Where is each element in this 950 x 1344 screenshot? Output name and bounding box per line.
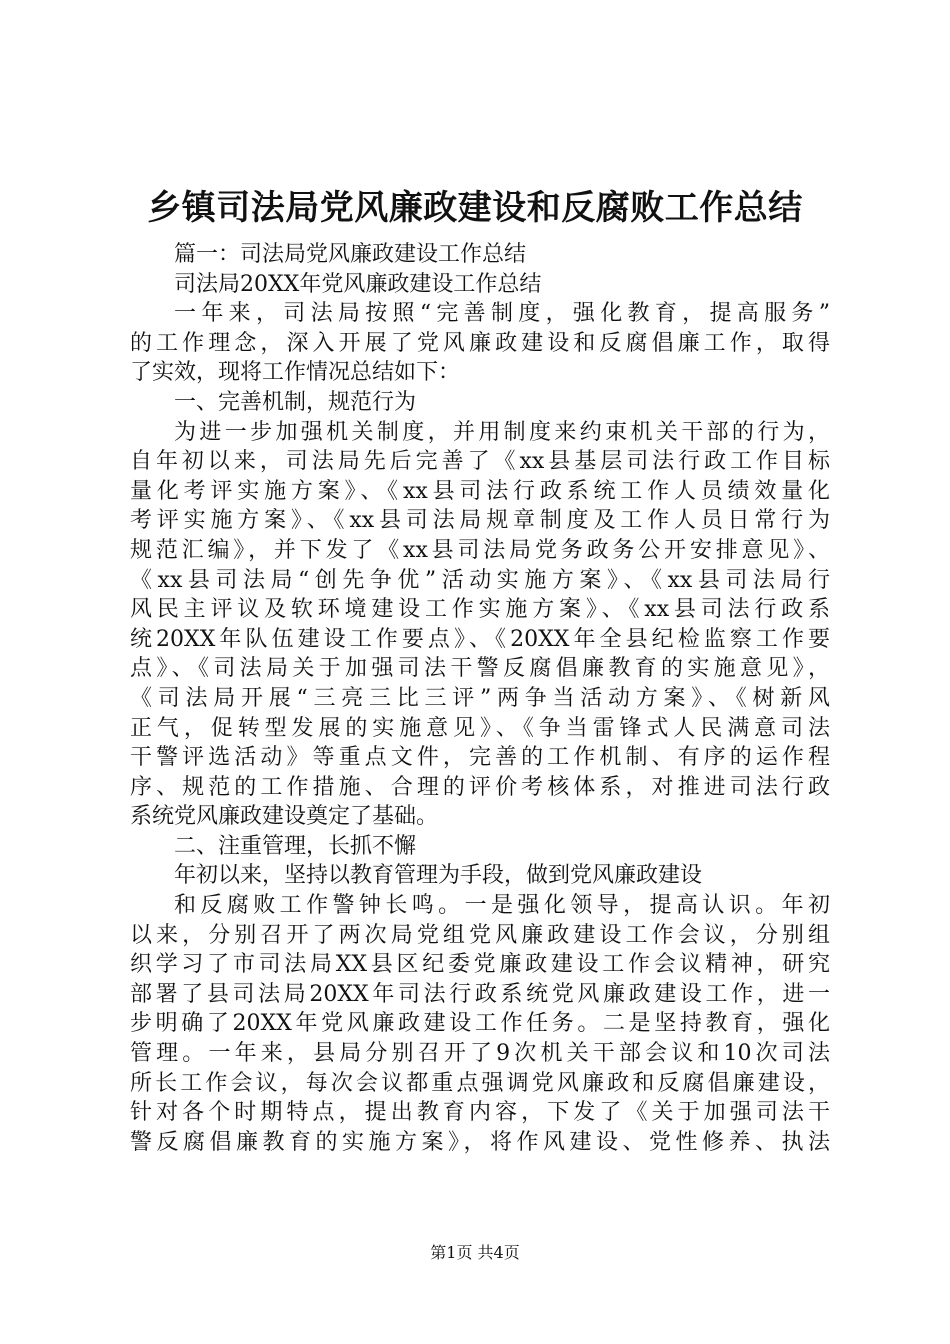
text-line: 序、规范的工作措施、合理的评价考核体系，对推进司法行政 bbox=[130, 774, 830, 800]
document-body bbox=[130, 240, 830, 1157]
text-line: 警反腐倡廉教育的实施方案》，将作风建设、党性修养、执法 bbox=[130, 1129, 830, 1155]
text-line: 《司法局开展“三亮三比三评”两争当活动方案》、《树新风 bbox=[130, 685, 830, 711]
text-line: 了实效，现将工作情况总结如下： bbox=[130, 360, 461, 386]
text-line: 考评实施方案》、《xx县司法局规章制度及工作人员日常行为 bbox=[130, 508, 830, 534]
text-line: 司法局20XX年党风廉政建设工作总结 bbox=[174, 271, 542, 297]
text-line: 和反腐败工作警钟长鸣。一是强化领导，提高认识。年初 bbox=[174, 893, 830, 919]
text-line: 为进一步加强机关制度，并用制度来约束机关干部的行为， bbox=[174, 419, 830, 445]
text-line: 部署了县司法局20XX年司法行政系统党风廉政建设工作，进一 bbox=[130, 981, 830, 1007]
text-line: 统20XX年队伍建设工作要点》、《20XX年全县纪检监察工作要 bbox=[130, 626, 830, 652]
text-line: 以来，分别召开了两次局党组党风廉政建设工作会议，分别组 bbox=[130, 922, 830, 948]
text-line: 针对各个时期特点，提出教育内容，下发了《关于加强司法干 bbox=[130, 1100, 830, 1126]
text-line: 篇一：司法局党风廉政建设工作总结 bbox=[174, 242, 527, 267]
text-line: 管理。一年来，县局分别召开了9次机关干部会议和10次司法 bbox=[130, 1041, 830, 1067]
text-line: 《xx县司法局“创先争优”活动实施方案》、《xx县司法局行 bbox=[130, 567, 830, 593]
text-line: 规范汇编》，并下发了《xx县司法局党务政务公开安排意见》、 bbox=[130, 537, 830, 563]
text-line: 正气，促转型发展的实施意见》、《争当雷锋式人民满意司法 bbox=[130, 715, 830, 741]
text-line: 风民主评议及软环境建设工作实施方案》、《xx县司法行政系 bbox=[130, 597, 830, 623]
text-line: 量化考评实施方案》、《xx县司法行政系统工作人员绩效量化 bbox=[130, 478, 830, 504]
text-line: 自年初以来，司法局先后完善了《xx县基层司法行政工作目标 bbox=[130, 449, 830, 475]
text-line: 步明确了20XX年党风廉政建设工作任务。二是坚持教育，强化 bbox=[130, 1011, 830, 1037]
text-line: 织学习了市司法局XX县区纪委党廉政建设工作会议精神，研究 bbox=[130, 952, 830, 978]
text-line: 所长工作会议，每次会议都重点强调党风廉政和反腐倡廉建设， bbox=[130, 1070, 830, 1096]
section-heading: 一、完善机制，规范行为 bbox=[174, 389, 417, 415]
page-number-footer: 第1页 共4页 bbox=[430, 1243, 520, 1262]
text-line: 年初以来，坚持以教育管理为手段，做到党风廉政建设 bbox=[174, 863, 703, 889]
text-line: 点》、《司法局关于加强司法干警反腐倡廉教育的实施意见》， bbox=[130, 656, 830, 682]
text-line: 干警评选活动》等重点文件，完善的工作机制、有序的运作程 bbox=[130, 745, 830, 771]
section-heading: 二、注重管理，长抓不懈 bbox=[174, 833, 417, 859]
text-line: 的工作理念，深入开展了党风廉政建设和反腐倡廉工作，取得 bbox=[130, 330, 830, 356]
text-line: 系统党风廉政建设奠定了基础。 bbox=[130, 804, 439, 830]
document-title: 乡镇司法局党风廉政建设和反腐败工作总结 bbox=[147, 188, 803, 228]
text-line: 一年来，司法局按照“完善制度，强化教育，提高服务” bbox=[174, 301, 830, 327]
